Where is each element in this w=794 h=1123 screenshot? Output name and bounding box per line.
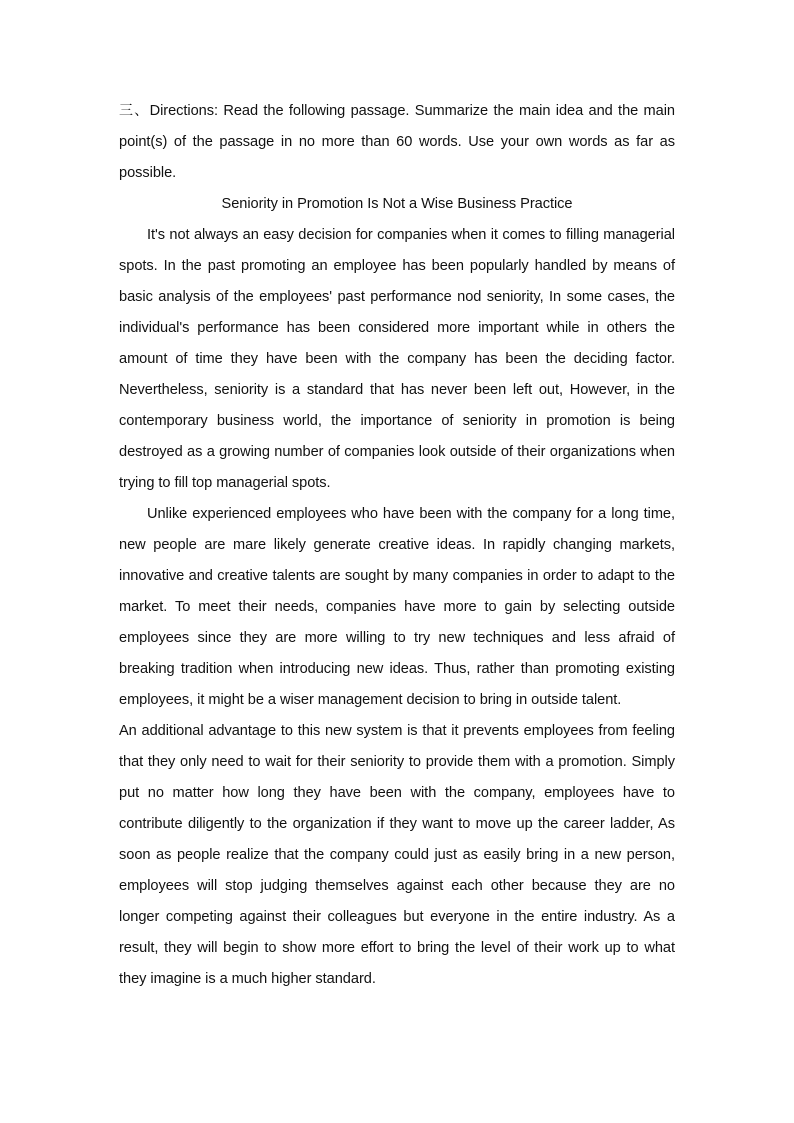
- passage-title: Seniority in Promotion Is Not a Wise Business Practice: [221, 196, 573, 212]
- directions: [119, 96, 675, 189]
- document-content: [119, 96, 675, 995]
- directions-text: Directions: Read the following passage. Summarize the main idea and the main point(s) of the passage in no more than 60 words. Use your own words as far as possible.: [119, 103, 675, 181]
- paragraph-2: Unlike experienced employees who have been with the company for a long time, new people are mare likely generate creative ideas. In rapidly changing markets, innovative and creative talents are sought by many companies in order to adapt to the market. To meet their needs, companies have more to gain by selecting outside employees since they are more willing to try new techniques and less afraid of breaking tradition when introducing new ideas. Thus, rather than promoting existing employees, it might be a wiser management decision to bring in outside talent.: [119, 506, 675, 708]
- paragraph-3: An additional advantage to this new system is that it prevents employees from feeling that they only need to wait for their seniority to provide them with a promotion. Simply put no matter how long they have been with the company, employees have to contribute diligently to the organization if they want to move up the career ladder, As soon as people realize that the company could just as easily bring in a new person, employees will stop judging themselves against each other because they are no longer competing against their colleagues but everyone in the entire industry. As a result, they will begin to show more effort to bring the level of their work up to what they imagine is a much higher standard.: [119, 723, 675, 987]
- paragraph-1: It's not always an easy decision for companies when it comes to filling managerial spots. In the past promoting an employee has been popularly handled by means of basic analysis of the employees' past performance nod seniority, In some cases, the individual's performance has been considered more important while in others the amount of time they have been with the company has been the deciding factor. Nevertheless, seniority is a standard that has never been left out, However, in the contemporary business world, the importance of seniority in promotion is being destroyed as a growing number of companies look outside of their organizations when trying to fill top managerial spots.: [119, 227, 675, 491]
- section-number: 三、: [119, 103, 150, 119]
